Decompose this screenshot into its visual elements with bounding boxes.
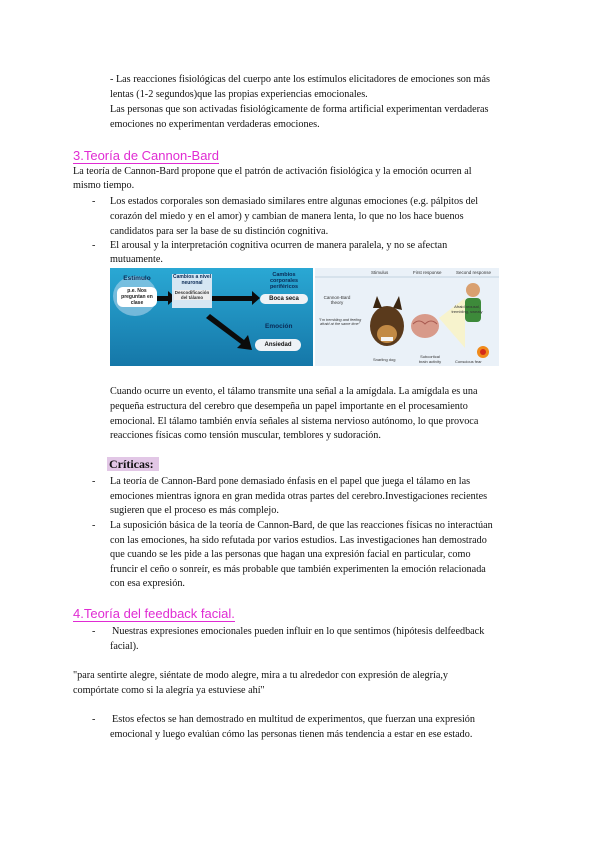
crit1-line-3: sugieren que el proceso es más complejo. [110,505,279,516]
s3-bullet1-line-3: candidatos para ser la base de su distinción cognitiva. [110,226,329,237]
crit2-line-1: La suposición básica de la teoría de Cannon-Bard, de que las reacciones físicas no interactúan [110,520,493,531]
label-fear: Conscious fear [455,359,482,364]
s3-para-line-2: mismo tiempo. [73,180,135,191]
intro-line-4: emociones no experimentan verdaderas emociones. [110,119,320,130]
crit1-line-2: emociones mientras ignora en gran medida otras partes del cerebro.Investigaciones recientes [110,491,488,502]
s3-after-line-1: Cuando ocurre un evento, el tálamo transmite una señal a la amígdala. La amígdala es una [110,386,478,397]
s3-bullet1-line-2: corazón del miedo y en el amor) y cambian de manera lenta, lo que no los hace buenos [110,211,464,222]
theory-label: Cannon-Bard theory [323,295,351,305]
s3-after-line-4: reacciones físicas como tensión muscular, temblores y sudoración. [110,430,381,441]
stimulus-text: p.e. Nos preguntan en clase [117,287,157,307]
intro-line-3: Las personas que son activadas fisiológicamente de forma artificial experimentan verdaderas [110,104,489,115]
s3-bullet2-line-1: El arousal y la interpretación cognitiva ocurren de manera paralela, y no se afectan [110,240,448,251]
s3-bullet2-line-2: mutuamente. [110,254,163,265]
bodily-title: Cambios corporales periféricos [269,272,299,290]
section-4-heading: 4.Teoría del feedback facial. [73,606,235,621]
bullet-dash: - [92,714,96,725]
s3-bullet1-line-1: Los estados corporales son demasiado similares entre algunas emociones (e.g. pálpitos del [110,196,479,207]
illustration-art [315,268,499,366]
intro-line-1: - Las reacciones fisiológicas del cuerpo ante los estímulos elicitadores de emociones son más [110,74,490,85]
bullet-dash: - [92,240,96,251]
quote-line-1: "para sentirte alegre, siéntate de modo alegre, mira a tu alrededor con expresión de alegría,y [73,670,448,681]
stimulus-title: Estímulo [123,275,151,282]
stimulus-box [117,275,157,307]
s3-after-line-3: emocional. El tálamo también envía señales al sistema nervioso autónomo, lo que provoca [110,416,479,427]
quote-label: "I'm trembling and feeling afraid at the same time" [318,318,362,326]
crit2-line-5: con esa expresión. [110,578,185,589]
crit2-line-2: con las emociones, ha sido refutada por varios estudios. Las investigaciones han demostrado [110,535,487,546]
bullet-dash: - [92,626,96,637]
bodily-box [260,272,308,304]
s4-bullet2-line-2: emocional y luego evalúan cómo las personas tienen más tendencia a estar en ese estado. [110,729,473,740]
label-snarling-dog: Snarling dog [373,357,396,362]
s3-after-line-2: pequeña estructura del cerebro que desempeña un papel importante en el procesamiento [110,401,468,412]
col-first-response: First response [413,270,442,275]
quote-line-2: compórtate como si la alegría ya estuviese ahí" [73,685,265,696]
bullet-dash: - [92,196,96,207]
s4-bullet2-line-1: Estos efectos se han demostrado en multitud de experimentos, que fuerzan una expresión [112,714,475,725]
intro-line-2: lentas (1-2 segundos)que las propias experiencias emocionales. [110,89,368,100]
bullet-dash: - [92,476,96,487]
label-arousal: Afraid arousal, trembling, sweaty [451,304,483,314]
crit2-line-4: fruncir el ceño o sonreír, es más probable que también experimenten la emoción relacionada [110,564,486,575]
col-stimulus: Stimulus [371,270,389,275]
cannon-bard-illustration [315,268,499,366]
neural-text: Descodificación del tálamo [174,290,210,300]
s4-bullet1-line-2: facial). [110,641,139,652]
criticas-title: Críticas: [107,457,159,471]
bullet-dash: - [92,520,96,531]
neural-box [172,274,212,308]
crit1-line-1: La teoría de Cannon-Bard pone demasiado énfasis en el papel que juega el tálamo en las [110,476,471,487]
col-second-response: Second response [456,270,492,275]
emotion-text: Ansiedad [255,339,301,351]
emotion-label: Emoción [265,323,293,330]
s4-bullet1-line-1: Nuestras expresiones emocionales pueden influir en lo que sentimos (hipótesis delfeedback [112,626,485,637]
section-3-heading: 3.Teoría de Cannon-Bard [73,148,219,163]
s3-para-line-1: La teoría de Cannon-Bard propone que el patrón de activación fisiológica y la emoción ocurren al [73,166,472,177]
label-brain: Subcortical brain activity [418,354,442,364]
cannon-bard-flow-diagram [110,268,313,366]
neural-title: Cambios a nivel neuronal [172,274,212,286]
crit2-line-3: que cuando se les pide a las personas que hagan una expresión facial en particular, como [110,549,471,560]
bodily-text: Boca seca [260,294,308,304]
